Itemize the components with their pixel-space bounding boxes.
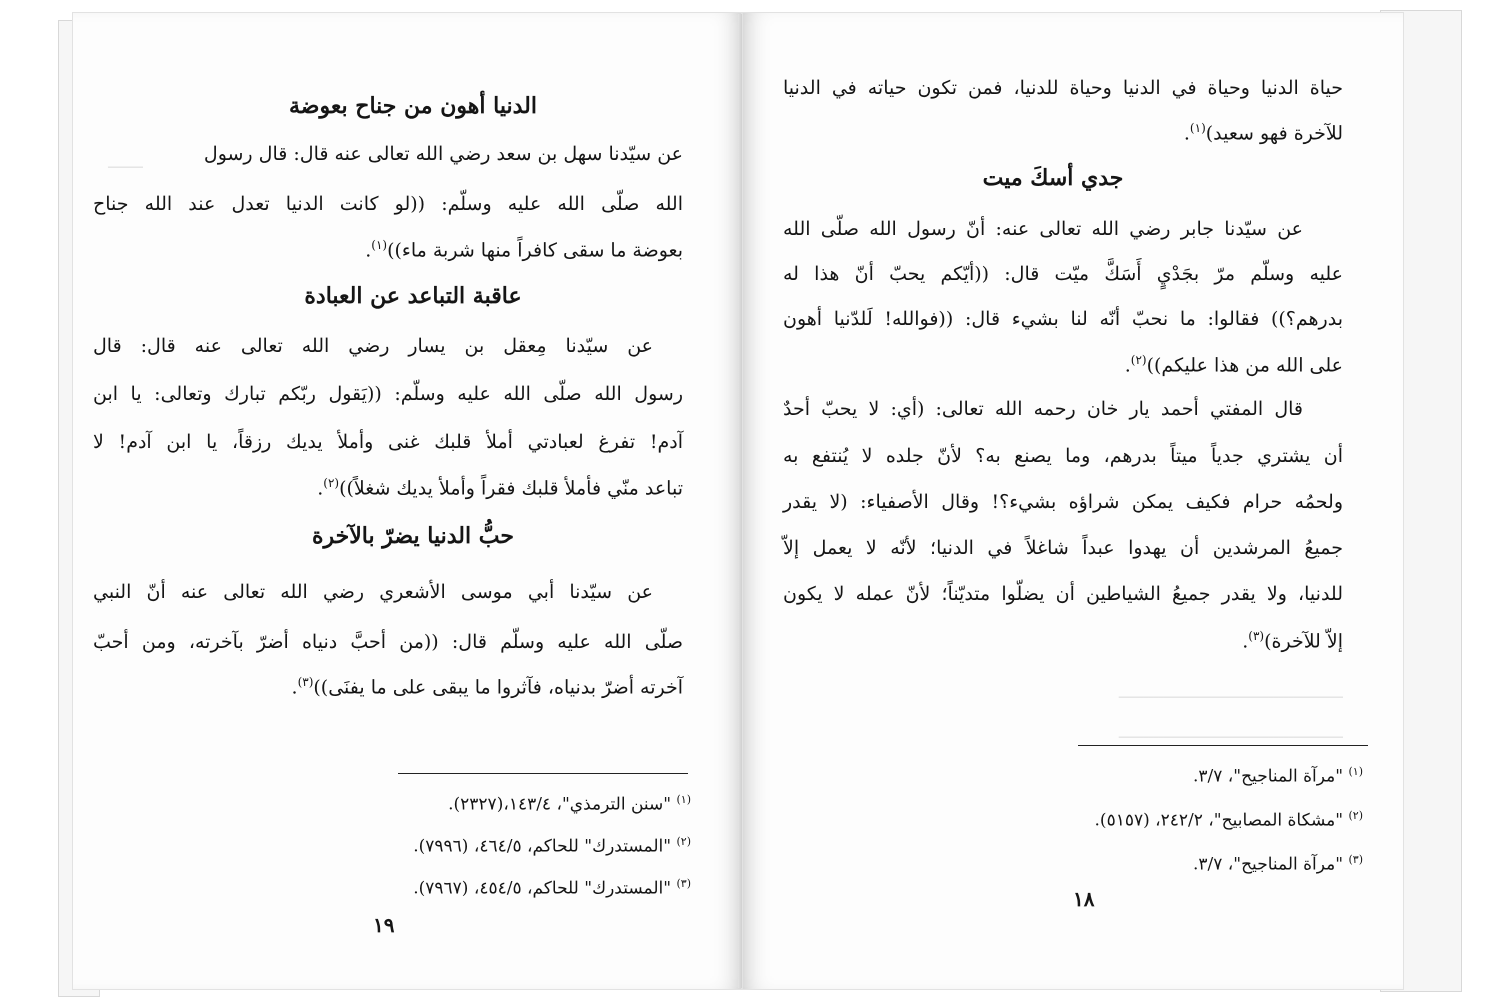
body-line: صلّى الله عليه وسلّم قال: ((من أحبَّ دنياه أضرّ بآخرته، ومن أحبّ: [93, 631, 683, 653]
body-line: بعوضة ما سقى كافراً منها شربة ماء))$^{(١)}$.: [365, 238, 683, 262]
section-heading: عاقبة التباعد عن العبادة: [304, 283, 522, 309]
footnote-text: "مشكاة المصابيح"، ٢٤٢/٢، (٥١٥٧).: [1094, 810, 1344, 831]
footnote: [413, 877, 691, 899]
page-number: ١٩: [373, 913, 395, 937]
footnote-reference: (٣): [1248, 629, 1265, 643]
footnote: [1193, 853, 1363, 875]
body-line: إلاّ للآخرة)$^{(٣)}$.: [1242, 629, 1343, 653]
footnote: [413, 835, 691, 857]
footnote-number: (٣): [676, 877, 691, 890]
body-line: على الله من هذا عليكم))$^{(٢)}$.: [1124, 353, 1343, 377]
body-line: عن سيّدنا أبي موسى الأشعري رضي الله تعالى عنه أنّ النبي: [93, 581, 653, 603]
body-line: عليه وسلّم مرّ بجَدْيٍ أَسَكَّ ميّت قال: ((أيّكم يحبّ أنّ هذا له: [783, 263, 1343, 285]
body-line: جميعُ المرشدين أن يهدوا عبداً شاغلاً في الدنيا؛ لأنّه لا يعمل إلاّ: [783, 537, 1343, 559]
footnote-reference: (١): [1189, 121, 1206, 135]
footnote: [1095, 809, 1363, 831]
footnote-number: (١): [676, 793, 691, 806]
bleed-through-text: ـــــــــــــــــــــــــــــــــــــــــــــ: [1118, 723, 1343, 743]
body-line: آخرته أضرّ بدنياه، فآثروا ما يبقى على ما يفنَى))$^{(٣)}$.: [291, 675, 683, 699]
footnote: [448, 793, 691, 815]
section-heading: جدي أسكَ ميت: [982, 165, 1124, 191]
footnote-text: "سنن الترمذي"، ١٤٣/٤،(٢٣٢٧).: [448, 794, 672, 815]
body-line-text: آخرته أضرّ بدنياه، فآثروا ما يبقى على ما يفنَى)): [313, 676, 683, 699]
body-line: للدنيا، ولا يقدر جميعُ الشياطين أن يضلّوا متديّناً؛ لأنّ عمله لا يكون: [783, 583, 1343, 605]
right-page: [742, 12, 1404, 990]
footnote-text: "مرآة المناجيح"، ٣/٧.: [1192, 854, 1344, 875]
body-line: عن سيّدنا مِعقل بن يسار رضي الله تعالى عنه قال: قال: [93, 335, 653, 357]
footnote-reference: (٢): [1130, 353, 1147, 367]
body-line-text: للآخرة فهو سعيد): [1205, 122, 1343, 145]
body-line: حياة الدنيا وحياة في الدنيا وحياة للدنيا، فمن تكون حياته في الدنيا: [783, 77, 1343, 99]
body-line-text: تباعد منّي فأملأ قلبك فقراً وأملأ يديك شغلاً)): [339, 477, 683, 500]
body-line: تباعد منّي فأملأ قلبك فقراً وأملأ يديك شغلاً))$^{(٢)}$.: [317, 476, 683, 500]
left-page: [72, 12, 742, 990]
footnote-reference: (٣): [297, 675, 314, 689]
body-line: ولحمُه حرام فكيف يمكن شراؤه بشيء؟! وقال الأصفياء: (لا يقدر: [783, 491, 1343, 513]
body-line: بدرهم؟)) فقالوا: ما نحبّ أنّه لنا بشيء قال: ((فوالله! لَلدّنيا أهون: [783, 308, 1343, 330]
footnote-text: "المستدرك" للحاكم، ٤٦٤/٥، (٧٩٩٦).: [413, 836, 672, 857]
body-line-text: إلاّ للآخرة): [1264, 630, 1343, 653]
body-line-text: بعوضة ما سقى كافراً منها شربة ماء)): [387, 239, 683, 262]
section-heading: الدنيا أهون من جناح بعوضة: [289, 93, 537, 119]
footnote-number: (٣): [1348, 853, 1363, 866]
body-line-text: على الله من هذا عليكم)): [1146, 354, 1343, 377]
page-number: ١٨: [1073, 887, 1095, 911]
footnote-text: "المستدرك" للحاكم، ٤٥٤/٥، (٧٩٦٧).: [413, 878, 672, 899]
footnote-text: "مرآة المناجيح"، ٣/٧.: [1192, 766, 1344, 787]
bleed-through-text: ـــــــــــــــــــــــــــــــــــــــــــــ: [1118, 683, 1343, 703]
footnote-reference: (٢): [323, 476, 340, 490]
footnote-separator: [1078, 745, 1368, 746]
body-line: أن يشتري جدياً ميتاً بدرهم، وما يصنع به؟ لأنّ جلده لا يُنتفع به: [783, 445, 1343, 467]
body-line: عن سيّدنا جابر رضي الله تعالى عنه: أنّ رسول الله صلّى الله: [783, 218, 1303, 240]
footnote-reference: (١): [371, 238, 388, 252]
footnote-separator: [398, 773, 688, 774]
bleed-through-text: ـــــــ: [108, 153, 143, 173]
footnote-number: (١): [1348, 765, 1363, 778]
body-line: رسول الله صلّى الله عليه وسلّم: ((يَقول ربّكم تبارك وتعالى: يا ابن: [93, 383, 683, 405]
footnote: [1193, 765, 1363, 787]
body-line: الله صلّى الله عليه وسلّم: ((لو كانت الدنيا تعدل عند الله جناح: [93, 193, 683, 215]
section-heading: حبُّ الدنيا يضرّ بالآخرة: [312, 523, 514, 549]
body-line: قال المفتي أحمد يار خان رحمه الله تعالى: (أي: لا يحبّ أحدٌ: [783, 398, 1303, 420]
footnote-number: (٢): [676, 835, 691, 848]
body-line: عن سيّدنا سهل بن سعد رضي الله تعالى عنه قال: قال رسول: [203, 143, 683, 165]
body-line: للآخرة فهو سعيد)$^{(١)}$.: [1183, 121, 1343, 145]
footnote-number: (٢): [1348, 809, 1363, 822]
body-line: آدم! تفرغ لعبادتي أملأ قلبك غنى وأملأ يديك رزقاً، يا ابن آدم! لا: [93, 431, 683, 453]
